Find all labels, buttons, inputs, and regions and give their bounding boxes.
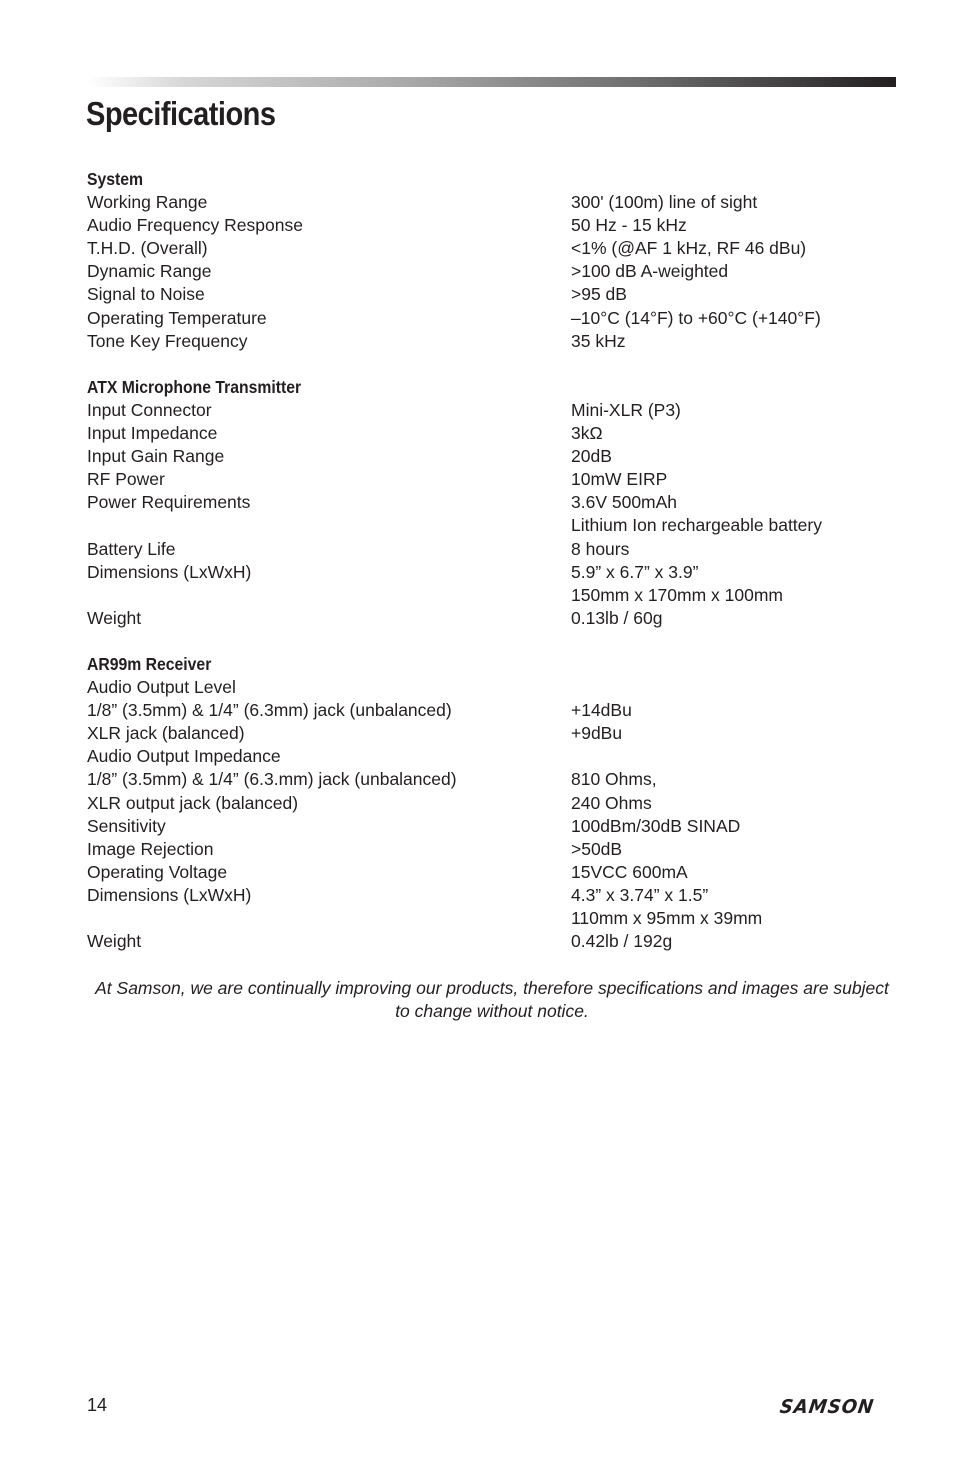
spec-row	[87, 792, 897, 815]
spec-value: +9dBu	[571, 723, 623, 744]
spec-label: XLR output jack (balanced)	[87, 792, 299, 813]
spec-label: XLR jack (balanced)	[87, 723, 245, 744]
spec-value: 240 Ohms	[571, 792, 652, 813]
spec-label: Weight	[87, 607, 142, 628]
spec-value: +14dBu	[571, 700, 632, 721]
spec-row	[87, 930, 897, 953]
spec-label: Working Range	[87, 192, 208, 213]
spec-value: 150mm x 170mm x 100mm	[571, 584, 784, 605]
spec-value: 3.6V 500mAh	[571, 492, 678, 513]
spec-label: Input Connector	[87, 399, 212, 420]
spec-value: –10°C (14°F) to +60°C (+140°F)	[571, 307, 821, 328]
spec-label: T.H.D. (Overall)	[87, 238, 208, 259]
spec-value: 5.9” x 6.7” x 3.9”	[571, 561, 699, 582]
spec-row	[87, 815, 897, 838]
spec-label: RF Power	[87, 469, 165, 490]
spec-row	[87, 260, 897, 283]
spec-value: 3kΩ	[571, 423, 603, 444]
spec-label: Audio Output Level	[87, 677, 236, 698]
spec-label: Image Rejection	[87, 838, 214, 859]
section-heading	[87, 653, 897, 676]
spec-value: >100 dB A-weighted	[571, 261, 729, 282]
spec-row	[87, 722, 897, 745]
spec-row	[87, 838, 897, 861]
spec-label: Tone Key Frequency	[87, 330, 248, 351]
spec-label: Dynamic Range	[87, 261, 212, 282]
spec-row	[87, 538, 897, 561]
spec-label: Audio Output Impedance	[87, 746, 281, 767]
section-heading-label: AR99m Receiver	[87, 653, 212, 674]
spec-label: Sensitivity	[87, 815, 166, 836]
spec-label: Signal to Noise	[87, 284, 205, 305]
spec-row	[87, 907, 897, 930]
spec-label: Input Gain Range	[87, 446, 225, 467]
spec-row	[87, 307, 897, 330]
spec-value: 0.42lb / 192g	[571, 931, 673, 952]
spec-row	[87, 768, 897, 791]
section-spacer	[87, 630, 897, 653]
footnote: At Samson, we are continually improving our products, therefore specifications and images are subject to change without notice.	[95, 978, 889, 1021]
spec-row	[87, 237, 897, 260]
spec-row	[87, 699, 897, 722]
spec-value: <1% (@AF 1 kHz, RF 46 dBu)	[571, 238, 807, 259]
spec-label: Battery Life	[87, 538, 176, 559]
spec-row	[87, 399, 897, 422]
spec-row	[87, 468, 897, 491]
spec-row	[87, 514, 897, 537]
section-heading	[87, 168, 897, 191]
spec-label: 1/8” (3.5mm) & 1/4” (6.3mm) jack (unbalanced)	[87, 700, 452, 721]
spec-row	[87, 676, 897, 699]
page-title: Specifications	[86, 95, 276, 132]
spec-label: Weight	[87, 931, 142, 952]
spec-value: Lithium Ion rechargeable battery	[571, 515, 822, 536]
spec-row	[87, 445, 897, 468]
spec-value: 35 kHz	[571, 330, 626, 351]
section-spacer	[87, 353, 897, 376]
spec-label: Operating Voltage	[87, 861, 228, 882]
spec-value: >95 dB	[571, 284, 627, 305]
spec-row	[87, 861, 897, 884]
header-gradient-bar	[87, 77, 896, 87]
spec-label: Dimensions (LxWxH)	[87, 561, 252, 582]
section-heading-label: ATX Microphone Transmitter	[87, 376, 302, 397]
spec-value: 300' (100m) line of sight	[571, 192, 758, 213]
spec-value: Mini-XLR (P3)	[571, 399, 681, 420]
spec-value: 0.13lb / 60g	[571, 607, 663, 628]
spec-value: 15VCC 600mA	[571, 861, 688, 882]
spec-value: 110mm x 95mm x 39mm	[571, 908, 763, 928]
spec-label: Input Impedance	[87, 423, 218, 444]
spec-value: 20dB	[571, 446, 612, 467]
page-number: 14	[87, 1395, 108, 1415]
spec-row	[87, 561, 897, 584]
spec-value: 10mW EIRP	[571, 469, 668, 490]
spec-value: >50dB	[571, 838, 623, 859]
spec-row	[87, 422, 897, 445]
spec-value: 100dBm/30dB SINAD	[571, 815, 741, 836]
spec-label: Audio Frequency Response	[87, 215, 303, 236]
section-heading	[87, 376, 897, 399]
spec-label: Dimensions (LxWxH)	[87, 884, 252, 905]
spec-label: Operating Temperature	[87, 307, 267, 328]
spec-row	[87, 491, 897, 514]
spec-row	[87, 884, 897, 907]
spec-value: 8 hours	[571, 538, 630, 559]
samson-logo: SAMSON	[778, 1396, 876, 1418]
spec-row	[87, 214, 897, 237]
spec-row	[87, 584, 897, 607]
section-heading-label: System	[87, 169, 144, 189]
spec-row	[87, 191, 897, 214]
spec-row	[87, 607, 897, 630]
spec-label: 1/8” (3.5mm) & 1/4” (6.3.mm) jack (unbalanced)	[87, 769, 457, 790]
spec-label: Power Requirements	[87, 492, 251, 513]
spec-row	[87, 745, 897, 768]
spec-row	[87, 283, 897, 306]
spec-value: 4.3” x 3.74” x 1.5”	[571, 884, 709, 905]
specifications-list	[87, 168, 897, 953]
spec-row	[87, 330, 897, 353]
spec-value: 50 Hz - 15 kHz	[571, 215, 687, 236]
spec-value: 810 Ohms,	[571, 769, 657, 790]
